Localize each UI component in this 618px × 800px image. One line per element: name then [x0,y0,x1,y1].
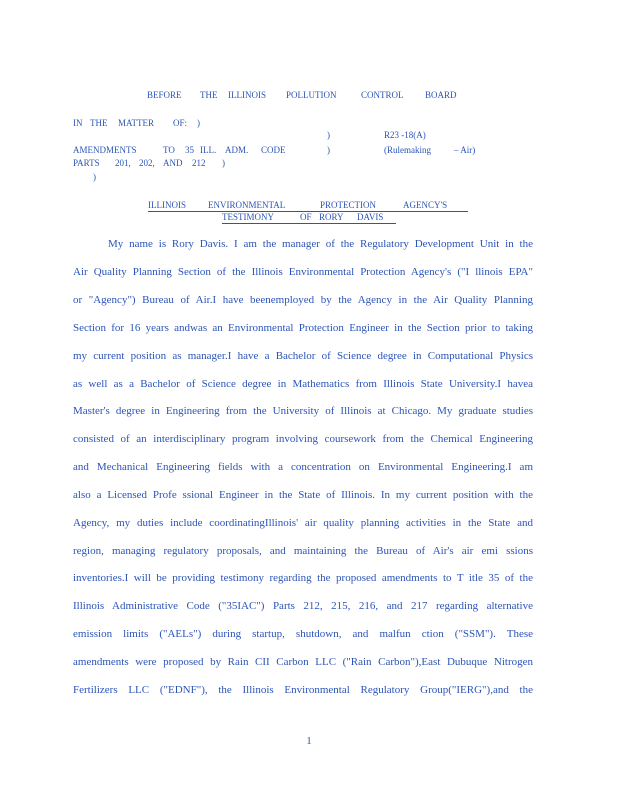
caption-word: MATTER [118,118,154,128]
caption-word: TO [163,145,175,155]
body-line: Illinois Administrative Code ("35IAC") Parts 212, 215, 216, and 217 regarding alternative [73,600,533,612]
rulemaking-type: – Air) [454,145,476,155]
heading-word: RORY [319,212,344,222]
body-line: emission limits ("AELs") during startup, shutdown, and malfun ction ("SSM"). These [73,628,533,640]
caption-bracket: ) [327,130,330,140]
caption-word: ADM. [225,145,249,155]
caption-word: CODE [261,145,286,155]
body-line: or "Agency") Bureau of Air.I have beenemployed by the Agency in the Air Quality Planning [73,294,533,306]
body-line: inventories.I will be providing testimony regarding the proposed amendments to T itle 35 of the [73,572,533,584]
body-line: consisted of an interdisciplinary program involving coursework from the Chemical Engineering [73,433,533,445]
title-word: BOARD [425,90,457,100]
body-line: Agency, my duties include coordinatingIllinois' air quality planning activities in the State and [73,517,533,529]
title-word: THE [200,90,218,100]
heading-word: AGENCY'S [403,200,448,210]
heading-word: OF [300,212,312,222]
heading-line-1 [148,200,468,212]
heading-word: TESTIMONY [222,212,274,222]
caption-word: ) [197,118,200,128]
body-line: and Mechanical Engineering fields with a concentration on Environmental Engineering.I am [73,461,533,473]
caption-word: AMENDMENTS [73,145,137,155]
heading-word: ILLINOIS [148,200,186,210]
body-line: Fertilizers LLC ("EDNF"), the Illinois Environmental Regulatory Group("IERG"),and the [73,684,533,696]
body-line: as well as a Bachelor of Science degree in Mathematics from Illinois State University.I havea [73,378,533,390]
title-word: POLLUTION [286,90,337,100]
caption-bracket: ) [327,145,330,155]
heading-line-2 [222,212,396,224]
caption-word: IN [73,118,83,128]
caption-word: 201, [115,158,131,168]
body-line: Section for 16 years andwas an Environmental Protection Engineer in the Section prior to taking [73,322,533,334]
heading-word: DAVIS [357,212,384,222]
caption-word: PARTS [73,158,100,168]
title-word: ILLINOIS [228,90,266,100]
body-line: amendments were proposed by Rain CII Carbon LLC ("Rain Carbon"),East Dubuque Nitrogen [73,656,533,668]
caption-word: 212 [192,158,206,168]
body-line: region, managing regulatory proposals, and maintaining the Bureau of Air's air emi ssions [73,545,533,557]
body-line: also a Licensed Profe ssional Engineer in the State of Illinois. In my current position with the [73,489,533,501]
caption-word: OF: [173,118,188,128]
rulemaking-label: (Rulemaking [384,145,431,155]
heading-word: PROTECTION [320,200,376,210]
title-word: BEFORE [147,90,182,100]
caption-word: 35 [185,145,194,155]
caption-bracket: ) [222,158,225,168]
body-line: Master's degree in Engineering from the University of Illinois at Chicago. My graduate studies [73,405,533,417]
title-word: CONTROL [361,90,404,100]
caption-word: AND [163,158,183,168]
page-number: 1 [306,735,312,747]
caption-bracket: ) [93,172,96,182]
caption-word: THE [90,118,108,128]
caption-word: ILL. [200,145,217,155]
body-line: Air Quality Planning Section of the Illinois Environmental Protection Agency's ("I llinois EPA" [73,266,533,278]
heading-word: ENVIRONMENTAL [208,200,286,210]
caption-word: 202, [139,158,155,168]
body-line: My name is Rory Davis. I am the manager of the Regulatory Development Unit in the [108,238,533,250]
body-line: my current position as manager.I have a Bachelor of Science degree in Computational Physics [73,350,533,362]
docket-number: R23 -18(A) [384,130,426,140]
